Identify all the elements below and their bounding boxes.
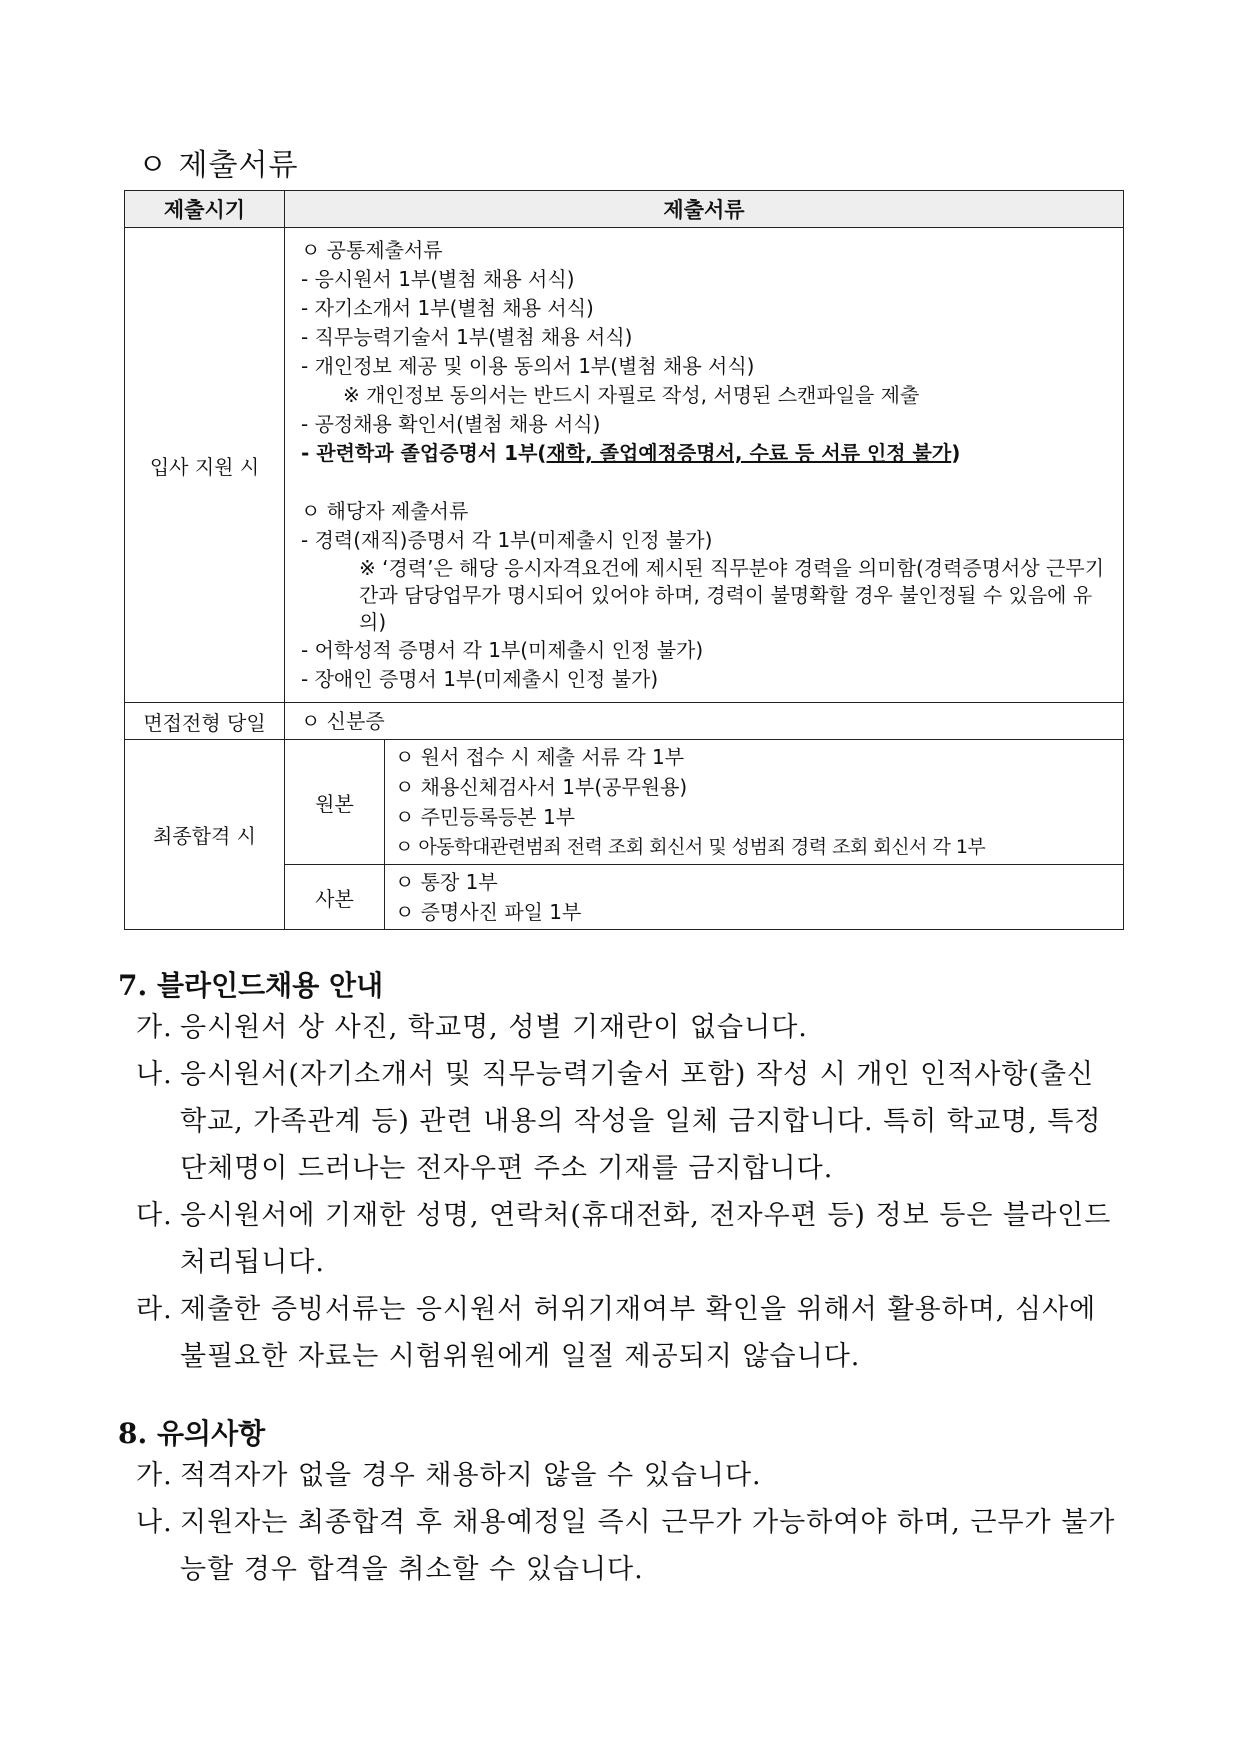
common-item-5: - 공정채용 확인서(별첨 채용 서식) xyxy=(301,412,601,436)
common-item-2: - 자기소개서 1부(별첨 채용 서식) xyxy=(301,296,594,320)
interview-item: ㅇ 신분증 xyxy=(285,703,1124,740)
item-marker: 다. xyxy=(136,1200,173,1231)
common-note: ※ 개인정보 동의서는 반드시 자필로 작성, 서명된 스캔파일을 제출 xyxy=(343,383,920,407)
interview-row xyxy=(125,703,1124,740)
original-item-2: ㅇ 채용신체검사서 1부(공무원용) xyxy=(395,775,688,799)
header-documents: 제출서류 xyxy=(285,191,1124,228)
header-timing: 제출시기 xyxy=(125,191,285,228)
item-text: 지원자는 최종합격 후 채용예정일 즉시 근무가 가능하여야 하며, 근무가 불가능할 경우 합격을 취소할 수 있습니다. xyxy=(180,1507,1116,1585)
original-item-3: ㅇ 주민등록등본 1부 xyxy=(395,805,575,829)
section8-item-b xyxy=(136,1499,1126,1593)
applicable-item-2: - 어학성적 증명서 각 1부(미제출시 인정 불가) xyxy=(301,638,704,662)
original-label: 원본 xyxy=(285,740,385,865)
copy-item-1: ㅇ 통장 1부 xyxy=(395,870,498,894)
applicable-docs-title: ㅇ 해당자 제출서류 xyxy=(301,499,469,523)
submission-docs-table xyxy=(124,190,1124,930)
copy-items xyxy=(385,865,1124,930)
common-docs-title: ㅇ 공통제출서류 xyxy=(301,238,443,262)
item-text: 응시원서(자기소개서 및 직무능력기술서 포함) 작성 시 개인 인적사항(출신 학교, 가족관계 등) 관련 내용의 작성을 일체 금지합니다. 특히 학교명, 특정 단체명이 드러나는 전자우편 주소 기재를 금지합니다. xyxy=(180,1059,1102,1184)
section7-item-a xyxy=(136,1004,1126,1051)
item-marker: 라. xyxy=(136,1294,173,1325)
item-text: 응시원서 상 사진, 학교명, 성별 기재란이 없습니다. xyxy=(180,1012,808,1043)
section8-item-a xyxy=(136,1452,1126,1499)
section7-item-d xyxy=(136,1286,1126,1380)
common-item-6 xyxy=(301,439,1109,468)
item-text: 제출한 증빙서류는 응시원서 허위기재여부 확인을 위해서 활용하며, 심사에 불필요한 자료는 시험위원에게 일절 제공되지 않습니다. xyxy=(180,1294,1097,1372)
common-item-6-underlined: 재학, 졸업예정증명서, 수료 등 서류 인정 불가 xyxy=(546,441,952,465)
copy-label: 사본 xyxy=(285,865,385,930)
apply-documents xyxy=(285,228,1124,703)
applicable-item-1: - 경력(재직)증명서 각 1부(미제출시 인정 불가) xyxy=(301,528,713,552)
common-item-3: - 직무능력기술서 1부(별첨 채용 서식) xyxy=(301,325,633,349)
item-text: 응시원서에 기재한 성명, 연락처(휴대전화, 전자우편 등) 정보 등은 블라인드 처리됩니다. xyxy=(180,1200,1112,1278)
applicable-item-3: - 장애인 증명서 1부(미제출시 인정 불가) xyxy=(301,667,659,691)
item-marker: 나. xyxy=(136,1507,173,1538)
section7-item-b xyxy=(136,1051,1126,1192)
common-item-6-suffix: ) xyxy=(951,441,961,465)
final-original-row xyxy=(125,740,1124,865)
item-marker: 가. xyxy=(136,1012,173,1043)
item-text: 적격자가 없을 경우 채용하지 않을 수 있습니다. xyxy=(180,1460,762,1491)
apply-label: 입사 지원 시 xyxy=(125,228,285,703)
applicable-note: ※ ‘경력’은 해당 응시자격요건에 제시된 직무분야 경력을 의미함(경력증명서상 근무기간과 담당업무가 명시되어 있어야 하며, 경력이 불명확할 경우 불인정될 수 있음에 유의) xyxy=(359,556,1105,634)
copy-item-2: ㅇ 증명사진 파일 1부 xyxy=(395,900,582,924)
final-label: 최종합격 시 xyxy=(125,740,285,930)
item-marker: 나. xyxy=(136,1059,173,1090)
original-item-4: ㅇ 아동학대관련범죄 전력 조회 회신서 및 성범죄 경력 조회 회신서 각 1부 xyxy=(395,836,986,858)
submission-docs-heading: ㅇ 제출서류 xyxy=(138,148,299,183)
common-item-1: - 응시원서 1부(별첨 채용 서식) xyxy=(301,267,575,291)
common-item-6-prefix: - 관련학과 졸업증명서 1부( xyxy=(301,441,547,465)
original-item-1: ㅇ 원서 접수 시 제출 서류 각 1부 xyxy=(395,745,685,769)
section7-item-c xyxy=(136,1192,1126,1286)
section7-title: 7. 블라인드채용 안내 xyxy=(118,969,384,1002)
spacer xyxy=(301,468,1109,497)
original-items xyxy=(385,740,1124,865)
apply-row xyxy=(125,228,1124,703)
section8-title: 8. 유의사항 xyxy=(118,1417,266,1450)
table-header-row xyxy=(125,191,1124,228)
interview-label: 면접전형 당일 xyxy=(125,703,285,740)
item-marker: 가. xyxy=(136,1460,173,1491)
common-item-4: - 개인정보 제공 및 이용 동의서 1부(별첨 채용 서식) xyxy=(301,354,755,378)
